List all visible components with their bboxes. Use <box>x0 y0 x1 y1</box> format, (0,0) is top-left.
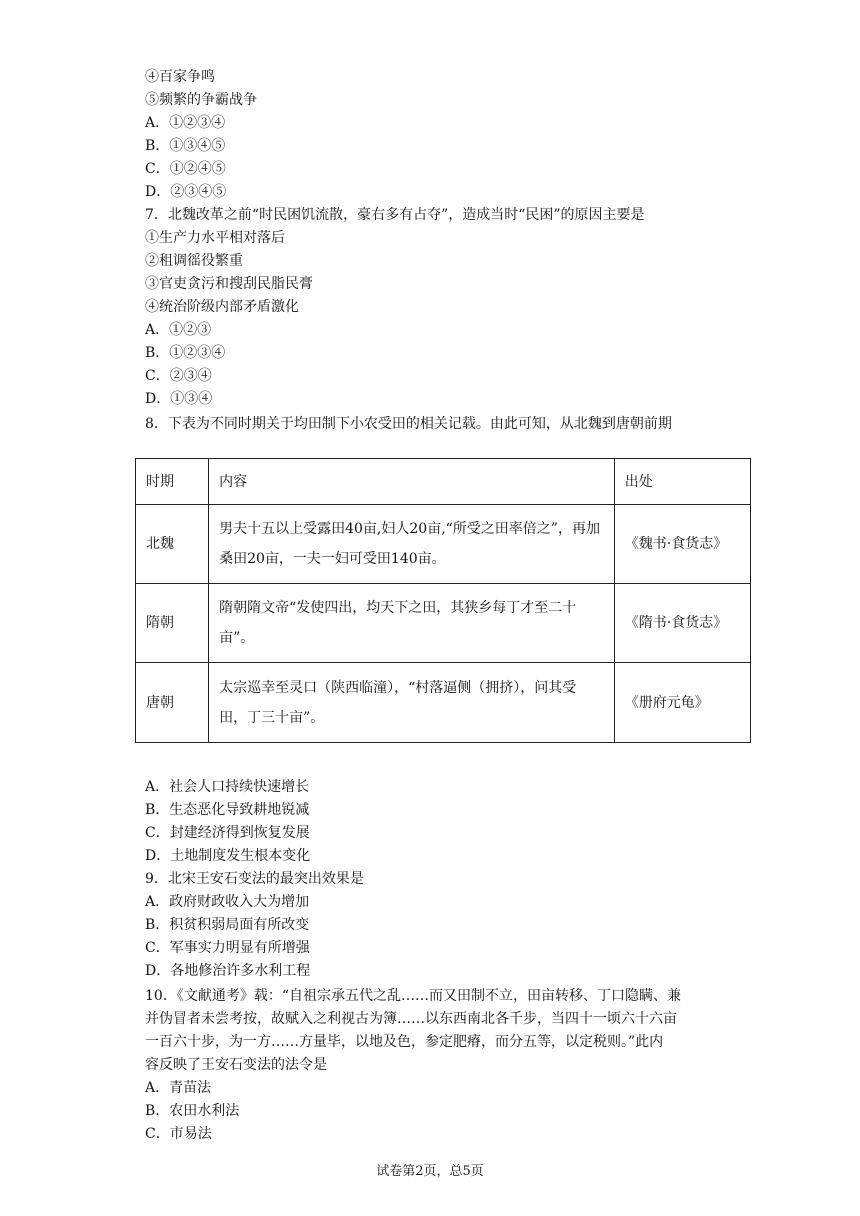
option-c: C．②③④ <box>145 368 212 384</box>
header-source: 出处 <box>614 459 750 505</box>
option-a: A．社会人口持续快速增长 <box>145 779 310 795</box>
option-d: D．各地修治许多水利工程 <box>145 963 311 979</box>
option-b: B．生态恶化导致耕地锐减 <box>145 802 310 818</box>
question-10: 10．《文献通考》载：“自祖宗承五代之乱……而又田制不立，田亩转移、丁口隐瞒、兼 <box>145 988 681 1004</box>
text-line: ②租调徭役繁重 <box>145 253 243 269</box>
page-footer: 试卷第2页，总5页 <box>376 1164 484 1179</box>
text-line: ③官吏贪污和搜刮民脂民膏 <box>145 276 313 292</box>
question-7: 7．北魏改革之前“时民困饥流散，豪右多有占夺”，造成当时“民困”的原因主要是 <box>145 207 645 223</box>
table-header-row <box>136 459 751 505</box>
land-allocation-table <box>135 458 751 743</box>
option-a: A．政府财政收入大为增加 <box>145 894 310 910</box>
cell-source: 《魏书·食货志》 <box>614 505 750 584</box>
cell-content: 太宗巡幸至灵口（陕西临潼），“村落逼侧（拥挤），问其受田，丁三十亩”。 <box>209 663 615 743</box>
question-8: 8．下表为不同时期关于均田制下小农受田的相关记载。由此可知，从北魏到唐朝前期 <box>145 416 672 432</box>
option-c: C．①②④⑤ <box>145 161 226 177</box>
text-line: ⑤频繁的争霸战争 <box>145 92 257 108</box>
option-b: B．农田水利法 <box>145 1103 240 1119</box>
text-line: ④统治阶级内部矛盾激化 <box>145 299 299 315</box>
option-c: C．封建经济得到恢复发展 <box>145 825 310 841</box>
header-content: 内容 <box>209 459 615 505</box>
cell-content: 隋朝隋文帝“发使四出，均天下之田，其狭乡每丁才至二十亩”。 <box>209 584 615 663</box>
table-row <box>136 663 751 743</box>
table-row <box>136 505 751 584</box>
cell-content: 男夫十五以上受露田40亩,妇人20亩,“所受之田率倍之”，再加桑田20亩，一夫一妇可受田140亩。 <box>209 505 615 584</box>
text-line: ①生产力水平相对落后 <box>145 230 285 246</box>
cell-period: 北魏 <box>136 505 209 584</box>
option-a: A．①②③ <box>145 322 212 338</box>
option-b: B．①③④⑤ <box>145 138 226 154</box>
text-line: 容反映了王安石变法的法令是 <box>145 1057 327 1073</box>
cell-source: 《册府元龟》 <box>614 663 750 743</box>
option-b: B．积贫积弱局面有所改变 <box>145 917 310 933</box>
header-period: 时期 <box>136 459 209 505</box>
question-9: 9．北宋王安石变法的最突出效果是 <box>145 871 364 887</box>
option-c: C．市易法 <box>145 1126 212 1142</box>
cell-source: 《隋书·食货志》 <box>614 584 750 663</box>
table-row <box>136 584 751 663</box>
text-line: 一百六十步，为一方……方量毕，以地及色，参定肥瘠，而分五等，以定税则。”此内 <box>145 1034 664 1050</box>
option-c: C．军事实力明显有所增强 <box>145 940 310 956</box>
text-line: 并伪冒者未尝考按，故赋入之利视古为簿……以东西南北各千步，当四十一顷六十六亩 <box>145 1011 677 1027</box>
option-b: B．①②③④ <box>145 345 226 361</box>
option-d: D．①③④ <box>145 391 213 407</box>
option-a: A．青苗法 <box>145 1080 212 1096</box>
text-line: ④百家争鸣 <box>145 69 215 85</box>
option-a: A．①②③④ <box>145 115 226 131</box>
cell-period: 唐朝 <box>136 663 209 743</box>
option-d: D．土地制度发生根本变化 <box>145 848 311 864</box>
option-d: D．②③④⑤ <box>145 184 227 200</box>
cell-period: 隋朝 <box>136 584 209 663</box>
